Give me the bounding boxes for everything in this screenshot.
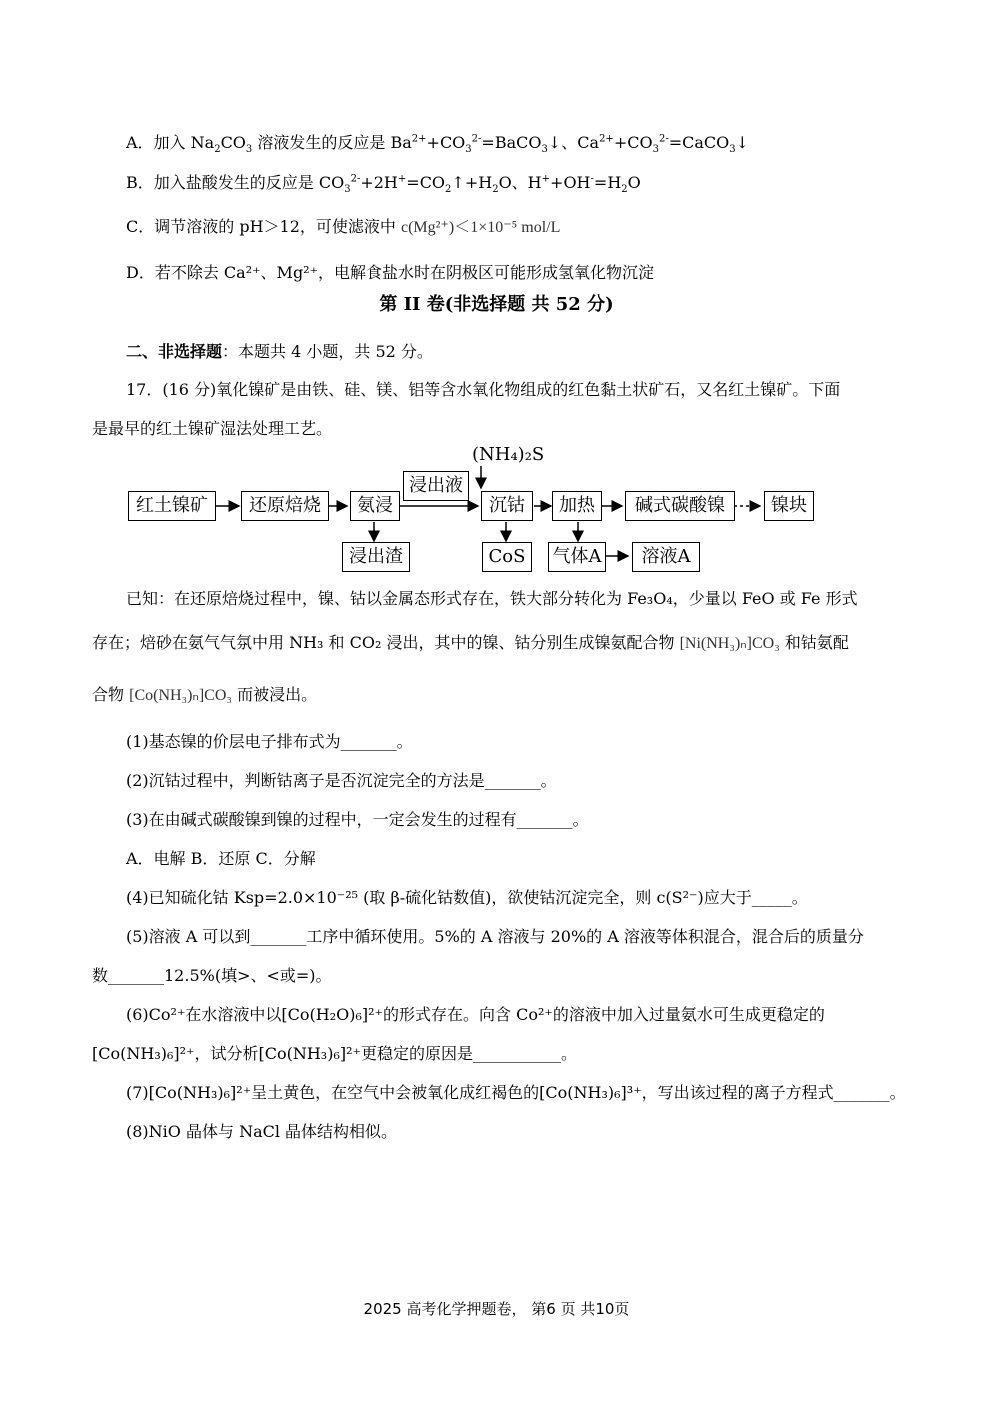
- question-1: (1)基态镍的价层电子排布式为_______。: [126, 732, 413, 751]
- option-b: [126, 170, 641, 196]
- section-heading-rest: ：本题共 4 小题，共 52 分。: [222, 342, 433, 361]
- option-b-text: B．加入盐酸发生的反应是 $CO_3^{2-}+2H^+=CO_2↑+H_2O$、$H^++OH^-=H_2O$: [126, 173, 641, 196]
- section-heading-bold: 二、非选择题: [126, 342, 223, 361]
- known-line3: [92, 682, 904, 705]
- question-4: (4)已知硫化钴 Ksp=2.0×10⁻²⁵ (取 β-硫化钴数值)，欲使钴沉淀完全，则 c(S²⁻)应大于_____。: [126, 888, 808, 907]
- option-d-text: D．若不除去 Ca²⁺、Mg²⁺，电解食盐水时在阴极区可能形成氢氧化物沉淀: [126, 263, 655, 282]
- q17-intro-line1: 17．(16 分)氧化镍矿是由铁、硅、镁、铝等含水氧化物组成的红色黏土状矿石，又名红土镍矿。下面: [126, 380, 841, 399]
- co-complex-formula: [Co(NH₃)ₙ]CO₃: [129, 687, 232, 704]
- box-cos: CoS: [482, 542, 532, 572]
- option-a-text: A．加入 $Na_2CO_3$ 溶液发生的反应是 $Ba^{2+}+CO_3^{2-}=BaCO_3↓$、$Ca^{2+}+CO_3^{2-}=CaCO_3↓$: [126, 133, 750, 156]
- known-line3-a: 合物: [92, 685, 125, 704]
- box-leach-residue: 浸出渣: [342, 542, 410, 572]
- box-ammonia-leach: 氨浸: [350, 491, 400, 521]
- box-basic-nickel-carbonate: 碱式碳酸镍: [625, 491, 735, 521]
- question-3: (3)在由碱式碳酸镍到镍的过程中，一定会发生的过程有_______。: [126, 810, 589, 829]
- option-d: [126, 260, 654, 283]
- option-c-text: C．调节溶液的 pH＞12，可使滤液中: [126, 217, 396, 236]
- question-6-line2: [Co(NH₃)₆]²⁺，试分析[Co(NH₃)₆]²⁺更稳定的原因是___________。: [92, 1044, 577, 1063]
- box-leachate: 浸出液: [403, 471, 469, 501]
- page-footer: 2025 高考化学押题卷， 第6 页 共10页: [363, 1300, 630, 1318]
- section-heading: [126, 339, 433, 362]
- question-7: (7)[Co(NH₃)₆]²⁺呈土黄色，在空气中会被氧化成红褐色的[Co(NH₃)₆]³⁺，写出该过程的离子方程式_______。: [126, 1083, 906, 1102]
- q17-intro-line2: 是最早的红土镍矿湿法处理工艺。: [92, 419, 333, 438]
- option-c: [126, 214, 560, 237]
- box-cobalt-precip: 沉钴: [481, 491, 533, 521]
- question-5-line1: (5)溶液 A 可以到_______工序中循环使用。5%的 A 溶液与 20%的 A 溶液等体积混合，混合后的质量分: [126, 927, 864, 946]
- known-line1: 已知：在还原焙烧过程中，镍、钴以金属态形式存在，铁大部分转化为 Fe₃O₄，少量以 FeO 或 Fe 形式: [126, 589, 858, 608]
- question-5-line2: 数_______12.5%(填>、<或=)。: [92, 966, 332, 985]
- process-flow-diagram: [128, 444, 828, 574]
- known-line2-a: 存在；焙砂在氨气气氛中用 NH₃ 和 CO₂ 浸出，其中的镍、钴分别生成镍氨配合物: [92, 633, 675, 652]
- option-a: [126, 130, 750, 156]
- option-c-formula: c(Mg²⁺)＜1×10⁻⁵ mol/L: [400, 219, 561, 236]
- section-title: 第 II 卷(非选择题 共 52 分): [379, 294, 614, 315]
- question-2: (2)沉钴过程中，判断钴离子是否沉淀完全的方法是_______。: [126, 771, 557, 790]
- question-8: (8)NiO 晶体与 NaCl 晶体结构相似。: [126, 1122, 398, 1141]
- box-nickel-block: 镍块: [764, 491, 814, 521]
- known-line3-b: 而被浸出。: [237, 685, 318, 704]
- ni-complex-formula: [Ni(NH₃)ₙ]CO₃: [679, 635, 780, 652]
- known-line2-b: 和钴氨配: [784, 633, 849, 652]
- known-line2: [92, 630, 904, 653]
- box-solution-a: 溶液A: [632, 542, 700, 572]
- question-3-options: A．电解 B．还原 C．分解: [126, 849, 316, 868]
- question-6-line1: (6)Co²⁺在水溶液中以[Co(H₂O)₆]²⁺的形式存在。向含 Co²⁺的溶液中加入过量氨水可生成更稳定的: [126, 1005, 825, 1024]
- reagent-label: (NH₄)₂S: [472, 444, 545, 465]
- box-heating: 加热: [552, 491, 602, 521]
- box-laterite: 红土镍矿: [128, 491, 216, 521]
- box-gas-a: 气体A: [548, 542, 606, 572]
- box-roast: 还原焙烧: [241, 491, 329, 521]
